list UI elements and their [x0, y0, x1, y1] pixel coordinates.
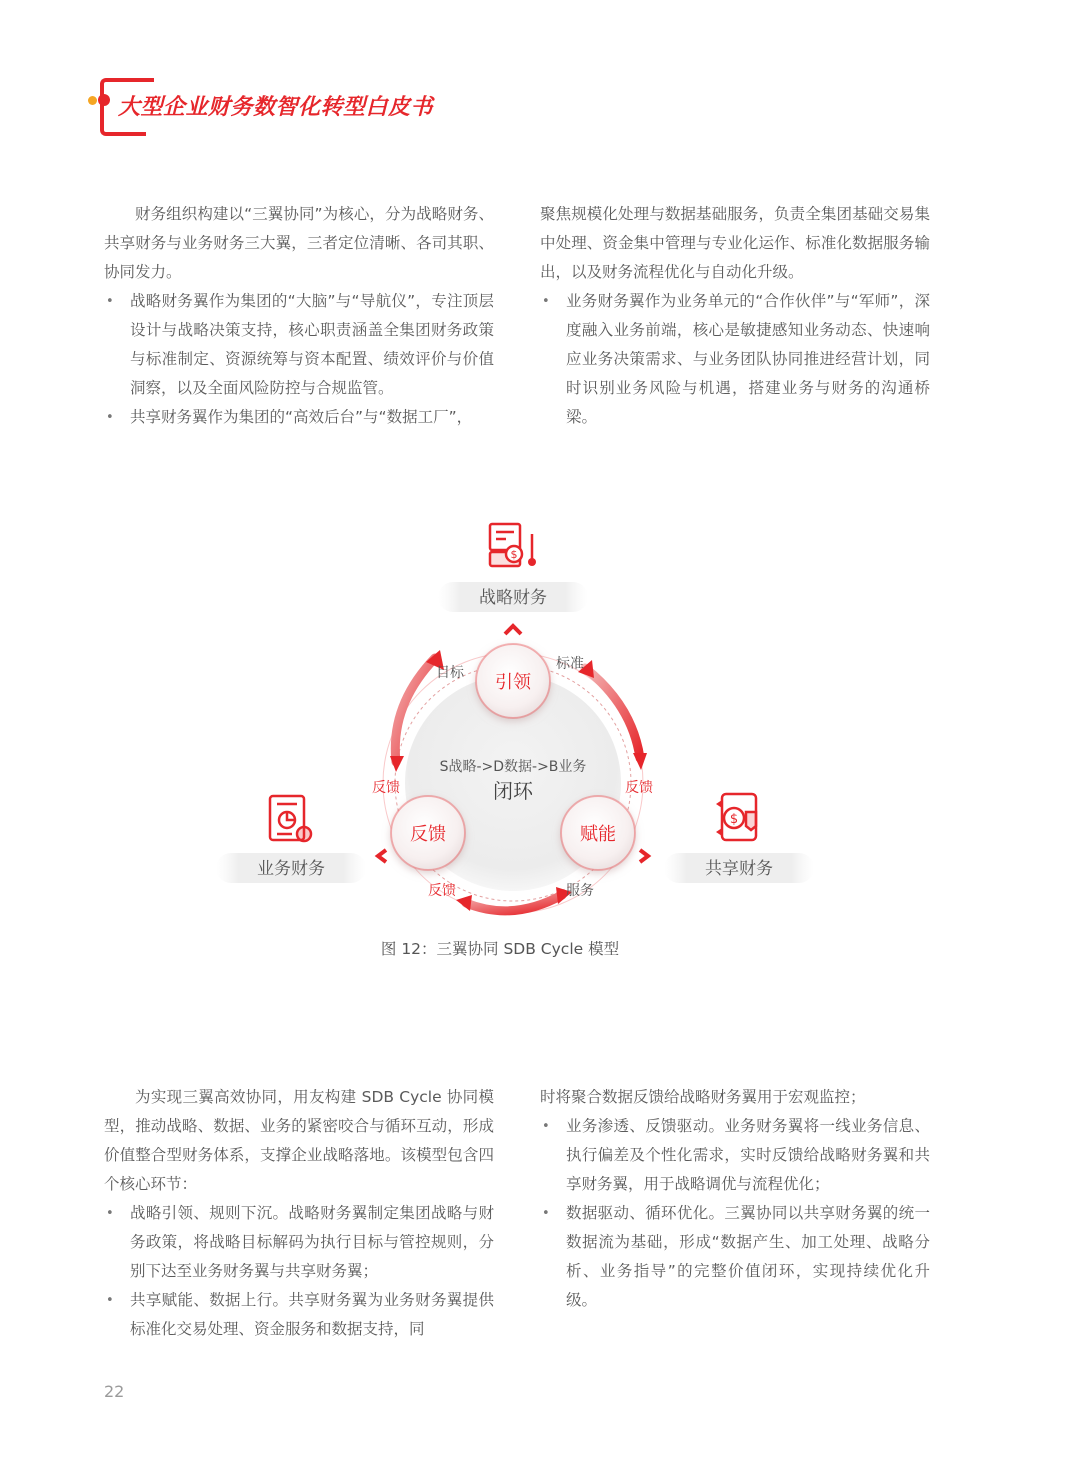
- section1-left-column: [104, 200, 494, 432]
- pill-strategy-label: 战略财务: [479, 588, 547, 608]
- pill-business-label: 业务财务: [257, 859, 325, 879]
- node-right-label: 赋能: [580, 824, 616, 845]
- section1-continuation: 聚焦规模化处理与数据基础服务，负责全集团基础交易集中处理、资金集中管理与专业化运作、标准化数据服务输出，以及财务流程优化与自动化升级。: [540, 205, 930, 281]
- list-item: • 数据驱动、循环优化。三翼协同以共享财务翼的统一数据流为基础，形成“数据产生、加工处理、战略分析、业务指导”的完整价值闭环，实现持续优化升级。: [540, 1199, 930, 1315]
- list-item: • 共享财务翼作为集团的“高效后台”与“数据工厂”，: [104, 403, 494, 432]
- header-dot-red: [98, 94, 110, 106]
- section1-bullets: [104, 287, 494, 432]
- label-feedback-bottom: 反馈: [428, 883, 456, 899]
- chevron-right-icon: [640, 850, 648, 862]
- page-number: 22: [104, 1382, 125, 1401]
- strategy-finance-icon: [490, 524, 536, 566]
- section2-left-column: [104, 1083, 494, 1344]
- chevron-left-icon: [378, 850, 386, 862]
- chevron-up-icon: [505, 626, 521, 634]
- label-standard: 标准: [556, 656, 584, 672]
- center-line1: S战略->D数据->B业务: [439, 759, 587, 775]
- section2-intro: 为实现三翼高效协同，用友构建 SDB Cycle 协同模型，推动战略、数据、业务的紧密咬合与循环互动，形成价值整合型财务体系，支撑企业战略落地。该模型包含四个核心环节：: [104, 1088, 494, 1193]
- list-item: • 战略财务翼作为集团的“大脑”与“导航仪”，专注顶层设计与战略决策支持，核心职责涵盖全集团财务政策与标准制定、资源统筹与资本配置、绩效评价与价值洞察，以及全面风险防控与合规监管。: [104, 287, 494, 403]
- document-header: [88, 70, 488, 140]
- figure-caption: 图 12：三翼协同 SDB Cycle 模型: [380, 940, 620, 958]
- sdb-cycle-diagram: [200, 510, 880, 920]
- section2-continuation: 时将聚合数据反馈给战略财务翼用于宏观监控；: [540, 1088, 866, 1106]
- document-title: 大型企业财务数智化转型白皮书: [118, 95, 434, 120]
- svg-text:$: $: [510, 548, 518, 561]
- section1-right-column: [540, 200, 930, 432]
- section1-intro: 财务组织构建以“三翼协同”为核心，分为战略财务、共享财务与业务财务三大翼，三者定位清晰、各司其职、协同发力。: [104, 205, 494, 281]
- shared-finance-icon: [716, 794, 756, 840]
- node-left-label: 反馈: [410, 824, 446, 845]
- label-feedback-right: 反馈: [625, 780, 653, 796]
- header-bracket-top: [128, 78, 154, 82]
- section1-right-bullets: [540, 287, 930, 432]
- header-dot-orange: [88, 96, 97, 105]
- list-item: • 业务财务翼作为业务单元的“合作伙伴”与“军师”，深度融入业务前端，核心是敏捷感知业务动态、快速响应业务决策需求、与业务团队协同推进经营计划，同时识别业务风险与机遇，搭建业务与财务的沟通桥梁。: [540, 287, 930, 432]
- business-finance-icon: [270, 796, 311, 841]
- label-feedback-left: 反馈: [372, 780, 400, 796]
- list-item: • 共享赋能、数据上行。共享财务翼为业务财务翼提供标准化交易处理、资金服务和数据支持，同: [104, 1286, 494, 1344]
- svg-text:$: $: [729, 812, 739, 827]
- arrow-bottom-tail-head: [456, 895, 472, 911]
- center-line2: 闭环: [493, 779, 533, 803]
- section2-right-column: [540, 1083, 930, 1315]
- label-service: 服务: [566, 883, 594, 899]
- node-top-label: 引领: [495, 672, 531, 693]
- list-item: • 业务渗透、反馈驱动。业务财务翼将一线业务信息、执行偏差及个性化需求，实时反馈给战略财务翼和共享财务翼，用于战略调优与流程优化；: [540, 1112, 930, 1199]
- pill-shared-label: 共享财务: [705, 859, 773, 879]
- section2-right-bullets: [540, 1112, 930, 1315]
- label-target: 目标: [436, 665, 464, 681]
- section2-bullets: [104, 1199, 494, 1344]
- arrow-right-head: [633, 753, 647, 770]
- list-item: • 战略引领、规则下沉。战略财务翼制定集团战略与财务政策，将战略目标解码为执行目标与管控规则，分别下达至业务财务翼与共享财务翼；: [104, 1199, 494, 1286]
